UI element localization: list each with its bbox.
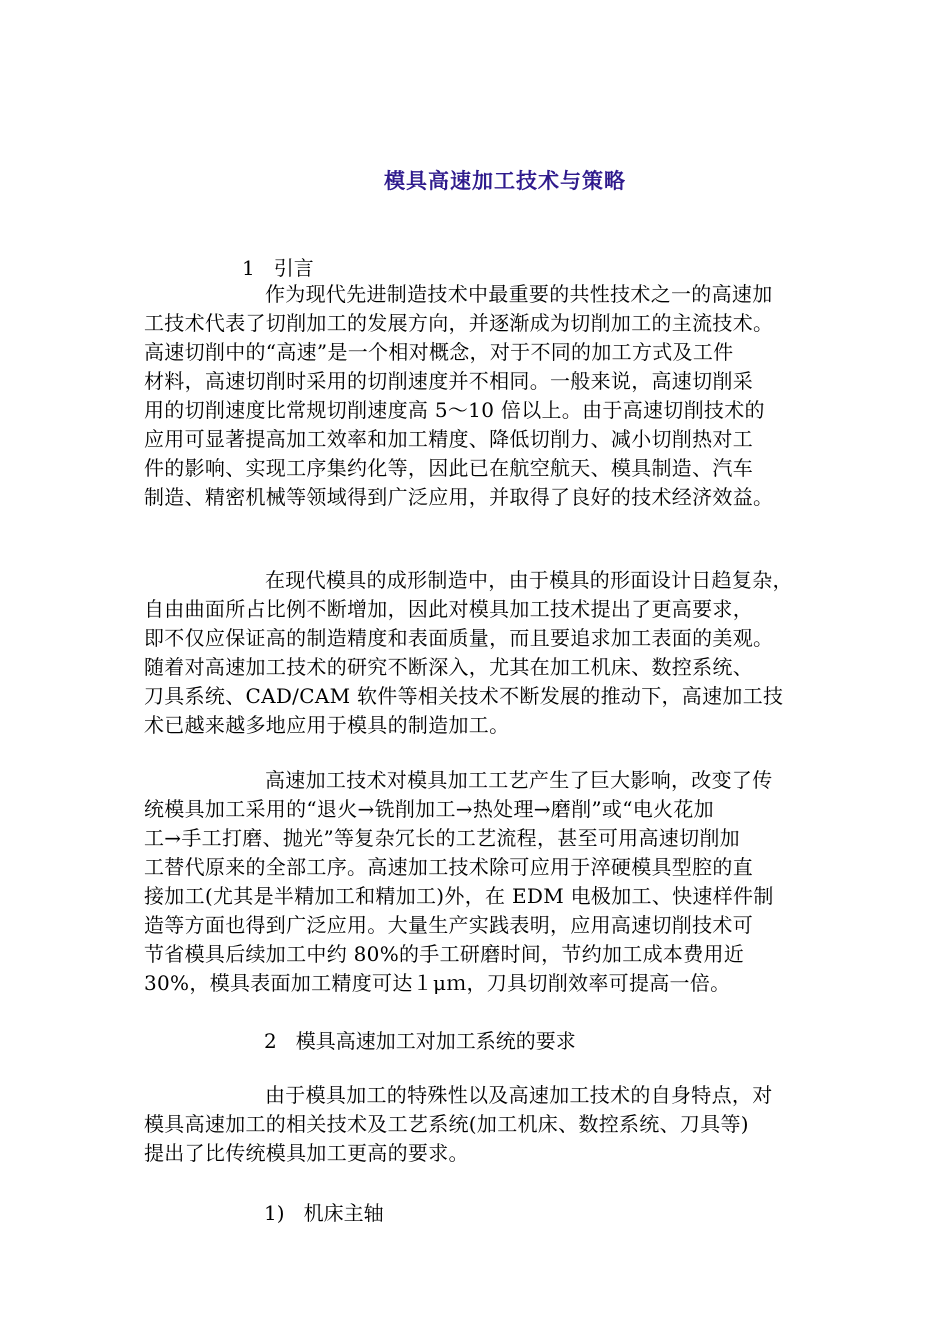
paragraph-line: 造等方面也得到广泛应用。大量生产实践表明，应用高速切削技术可 (144, 913, 753, 937)
document-title: 模具高速加工技术与策略 (384, 168, 626, 193)
paragraph-line: 件的影响、实现工序集约化等，因此已在航空航天、模具制造、汽车 (144, 456, 753, 480)
paragraph-line: 工替代原来的全部工序。高速加工技术除可应用于淬硬模具型腔的直 (144, 855, 753, 879)
paragraph-line: 高速加工技术对模具加工工艺产生了巨大影响，改变了传 (265, 768, 773, 792)
paragraph-line: 统模具加工采用的“退火→铣削加工→热处理→磨削”或“电火花加 (144, 797, 714, 821)
paragraph-line: 应用可显著提高加工效率和加工精度、降低切削力、减小切削热对工 (144, 427, 753, 451)
section-heading-requirements: 2 模具高速加工对加工系统的要求 (264, 1029, 576, 1053)
paragraph-line: 刀具系统、CAD/CAM 软件等相关技术不断发展的推动下，高速加工技 (144, 684, 784, 708)
paragraph-line: 制造、精密机械等领域得到广泛应用，并取得了良好的技术经济效益。 (144, 485, 774, 509)
paragraph-line: 30%，模具表面加工精度可达１μｍ，刀具切削效率可提高一倍。 (144, 971, 731, 995)
paragraph-line: 即不仅应保证高的制造精度和表面质量，而且要追求加工表面的美观。 (144, 626, 774, 650)
paragraph-line: 作为现代先进制造技术中最重要的共性技术之一的高速加 (265, 282, 773, 306)
paragraph-line: 材料，高速切削时采用的切削速度并不相同。一般来说，高速切削采 (144, 369, 753, 393)
paragraph-line: 用的切削速度比常规切削速度高 5～10 倍以上。由于高速切削技术的 (144, 398, 765, 422)
paragraph-line: 自由曲面所占比例不断增加，因此对模具加工技术提出了更高要求， (144, 597, 753, 621)
section-heading-introduction: 1 引言 (242, 256, 314, 280)
paragraph-line: 高速切削中的“高速”是一个相对概念，对于不同的加工方式及工件 (144, 340, 734, 364)
paragraph-line: 在现代模具的成形制造中，由于模具的形面设计日趋复杂， (265, 568, 793, 592)
paragraph-line: 工技术代表了切削加工的发展方向，并逐渐成为切削加工的主流技术。 (144, 311, 774, 335)
paragraph-line: 工→手工打磨、抛光”等复杂冗长的工艺流程，甚至可用高速切削加 (144, 826, 740, 850)
paragraph-line: 节省模具后续加工中约 80%的手工研磨时间，节约加工成本费用近 (144, 942, 745, 966)
paragraph-line: 提出了比传统模具加工更高的要求。 (144, 1141, 469, 1165)
subsection-heading-spindle: 1) 机床主轴 (264, 1201, 384, 1225)
paragraph-line: 由于模具加工的特殊性以及高速加工技术的自身特点，对 (265, 1083, 773, 1107)
paragraph-line: 随着对高速加工技术的研究不断深入，尤其在加工机床、数控系统、 (144, 655, 753, 679)
paragraph-line: 模具高速加工的相关技术及工艺系统(加工机床、数控系统、刀具等) (144, 1112, 749, 1136)
paragraph-line: 接加工(尤其是半精加工和精加工)外，在 EDM 电极加工、快速样件制 (144, 884, 774, 908)
paragraph-line: 术已越来越多地应用于模具的制造加工。 (144, 713, 510, 737)
